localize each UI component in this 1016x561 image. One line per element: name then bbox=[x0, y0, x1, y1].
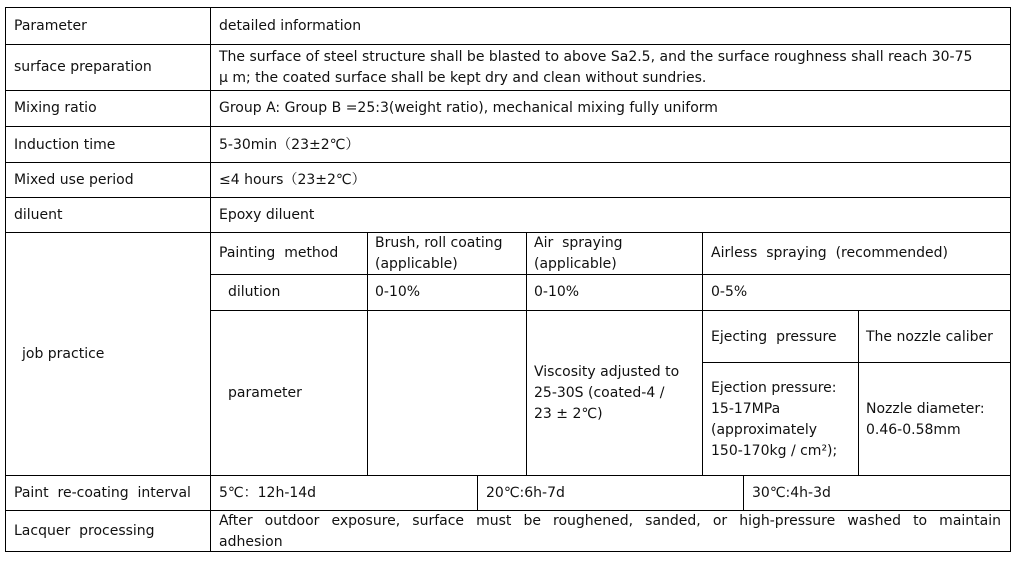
nozzle-line1: Nozzle diameter: bbox=[866, 401, 985, 417]
dilution-air: 0-10% bbox=[534, 284, 580, 300]
row-label-lacquer-processing: Lacquer processing bbox=[14, 523, 155, 539]
row-label-mixed-use-period: Mixed use period bbox=[14, 172, 134, 188]
recoat-20c: 20℃:6h-7d bbox=[486, 485, 565, 501]
grid-line bbox=[526, 232, 527, 475]
grid-line bbox=[5, 197, 1011, 198]
header-air-line2: (applicable) bbox=[534, 256, 617, 272]
header-brush-line2: (applicable) bbox=[375, 256, 458, 272]
lacquer-line2: adhesion bbox=[219, 534, 283, 550]
ejecting-pressure-header: Ejecting pressure bbox=[711, 329, 837, 345]
nozzle-line2: 0.46-0.58mm bbox=[866, 422, 961, 438]
grid-line bbox=[5, 44, 1011, 45]
lacquer-line1: After outdoor exposure, surface must be roughened, sanded, or high-pressure washed to maintain bbox=[219, 513, 1001, 529]
parameter-air-line2: 25-30S (coated-4 / bbox=[534, 385, 665, 401]
grid-line bbox=[5, 475, 1011, 476]
grid-line bbox=[5, 162, 1011, 163]
grid-line bbox=[858, 310, 859, 475]
dilution-airless: 0-5% bbox=[711, 284, 748, 300]
row-value-surface-line2: μ m; the coated surface shall be kept dry and clean without sundries. bbox=[219, 70, 707, 86]
grid-line bbox=[702, 232, 703, 475]
recoat-5c: 5℃：12h-14d bbox=[219, 485, 317, 501]
grid-line bbox=[5, 232, 1011, 233]
ejection-line1: Ejection pressure: bbox=[711, 380, 837, 396]
grid-line bbox=[5, 7, 6, 552]
grid-line bbox=[743, 475, 744, 510]
recoat-30c: 30℃:4h-3d bbox=[752, 485, 831, 501]
row-value-mixing-ratio: Group A: Group B =25:3(weight ratio), mechanical mixing fully uniform bbox=[219, 100, 718, 116]
grid-line bbox=[210, 274, 1011, 275]
parameter-label: parameter bbox=[228, 385, 302, 401]
row-value-diluent: Epoxy diluent bbox=[219, 207, 315, 223]
ejection-line2: 15-17MPa bbox=[711, 401, 781, 417]
ejection-line4: 150-170kg / cm²); bbox=[711, 443, 838, 459]
row-value-surface-line1: The surface of steel structure shall be blasted to above Sa2.5, and the surface roughness shall reach 30-75 bbox=[219, 49, 973, 65]
nozzle-caliber-header: The nozzle caliber bbox=[866, 329, 993, 345]
grid-line bbox=[210, 310, 1011, 311]
row-label-induction-time: Induction time bbox=[14, 137, 116, 153]
dilution-brush: 0-10% bbox=[375, 284, 421, 300]
row-label-diluent: diluent bbox=[14, 207, 63, 223]
grid-line bbox=[702, 362, 1011, 363]
ejection-line3: (approximately bbox=[711, 422, 818, 438]
row-value-parameter: detailed information bbox=[219, 18, 362, 34]
row-label-job-practice: job practice bbox=[22, 346, 105, 362]
grid-line bbox=[1010, 7, 1011, 552]
grid-line bbox=[477, 475, 478, 510]
row-value-mixed-use-period: ≤4 hours（23±2℃） bbox=[219, 172, 366, 188]
row-label-mixing-ratio: Mixing ratio bbox=[14, 100, 97, 116]
header-airless: Airless spraying (recommended) bbox=[711, 245, 948, 261]
row-value-induction-time: 5-30min（23±2℃） bbox=[219, 137, 360, 153]
header-air-line1: Air spraying bbox=[534, 235, 623, 251]
dilution-label: dilution bbox=[228, 284, 281, 300]
header-painting-method: Painting method bbox=[219, 245, 339, 261]
row-label-recoat-interval: Paint re-coating interval bbox=[14, 485, 191, 501]
parameter-air-line3: 23 ± 2℃) bbox=[534, 406, 603, 422]
grid-line bbox=[210, 7, 211, 552]
grid-line bbox=[5, 126, 1011, 127]
row-label-parameter: Parameter bbox=[14, 18, 87, 34]
grid-line bbox=[5, 7, 1011, 8]
header-brush-line1: Brush, roll coating bbox=[375, 235, 503, 251]
parameter-air-line1: Viscosity adjusted to bbox=[534, 364, 680, 380]
grid-line bbox=[5, 551, 1011, 552]
grid-line bbox=[5, 90, 1011, 91]
grid-line bbox=[367, 232, 368, 475]
row-label-surface-preparation: surface preparation bbox=[14, 59, 152, 75]
